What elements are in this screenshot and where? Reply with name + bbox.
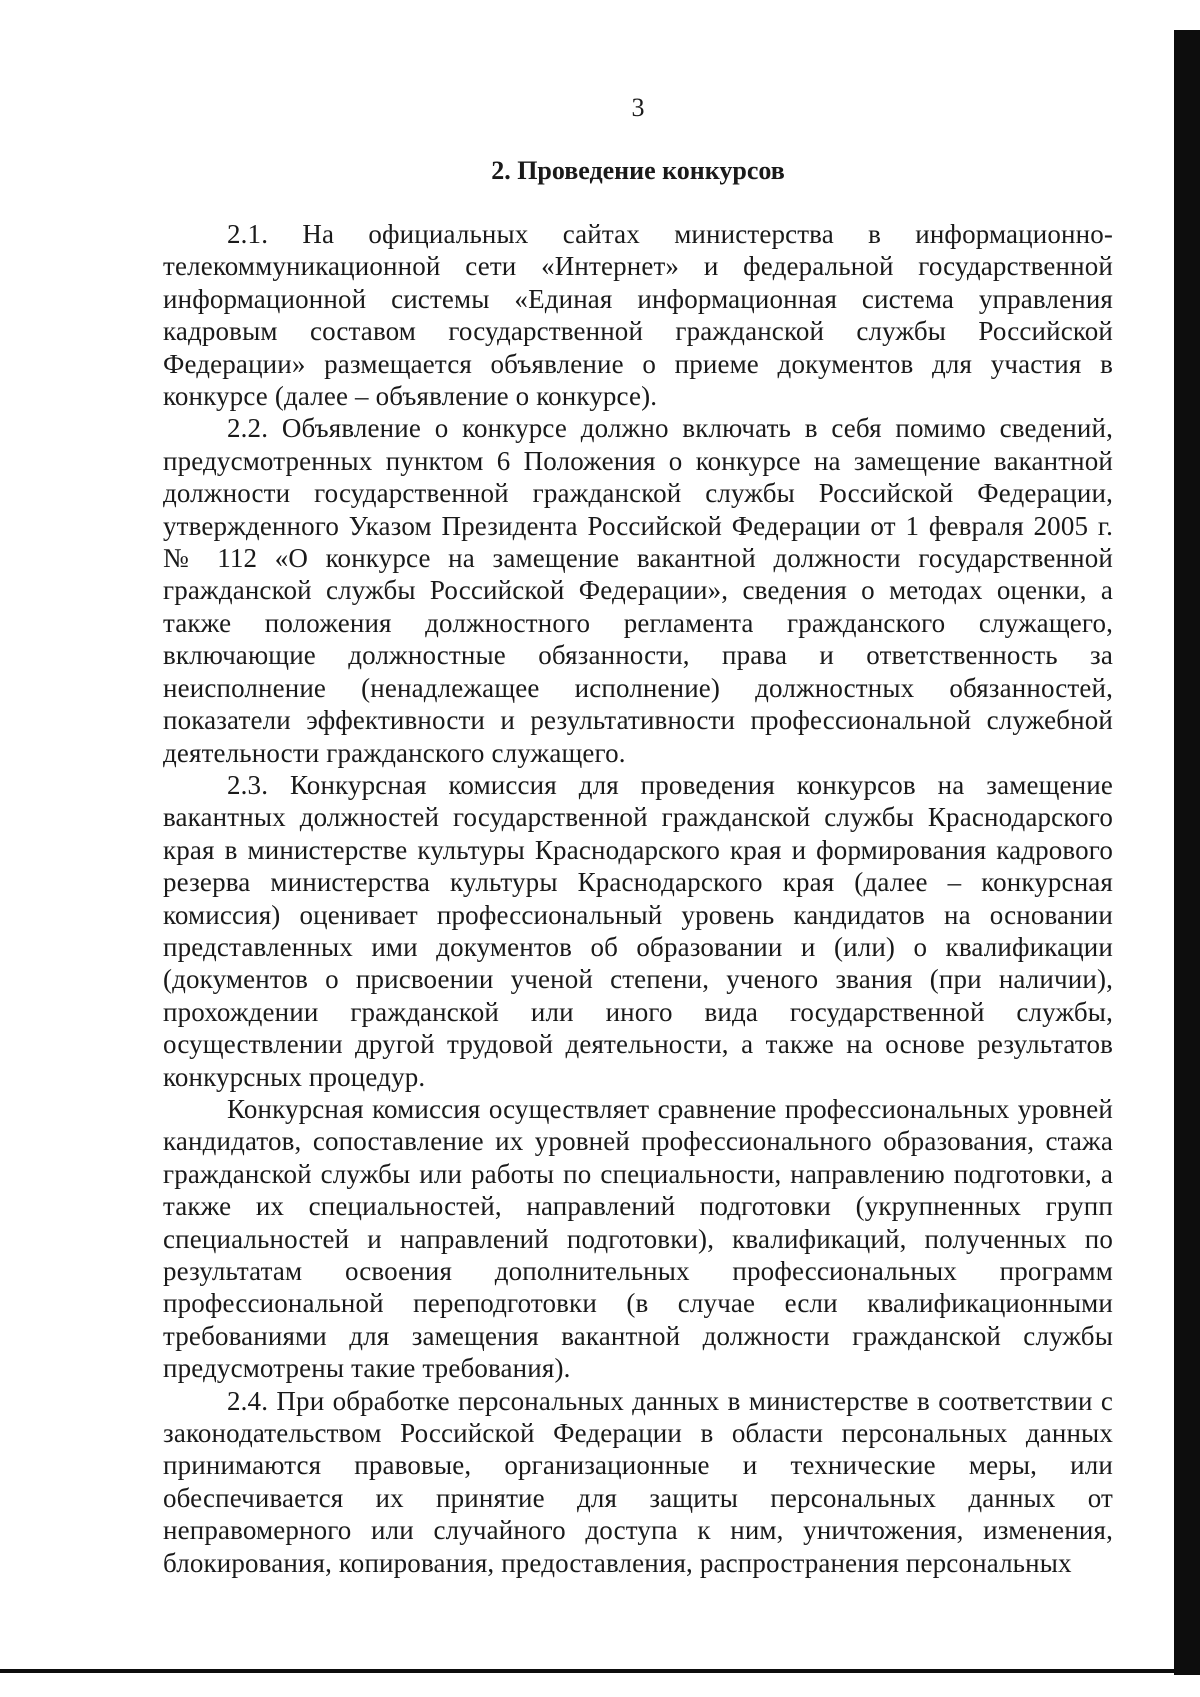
- section-title: 2. Проведение конкурсов: [491, 156, 785, 185]
- scan-edge-right: [1174, 30, 1200, 1675]
- paragraph-2-3-continued: Конкурсная комиссия осуществляет сравнение профессиональных уровней кандидатов, сопоставление их уровней профессионального образования, стажа гражданской службы или работы по специальности, направлению подготовки, а также их специальностей, направлений подготовки (укрупненных групп специальностей и направлений подготовки), квалификаций, полученных по результатам освоения дополнительных профессиональных программ профессиональной переподготовки (в случае если квалификационными требованиями для замещения вакантной должности гражданской службы предусмотрены такие требования).: [163, 1093, 1113, 1384]
- paragraph-2-1: 2.1. На официальных сайтах министерства в информационно-телекоммуникационной сети «Интернет» и федеральной государственной информационной системы «Единая информационная система управления кадровым составом государственной гражданской службы Российской Федерации» размещается объявление о приеме документов для участия в конкурсе (далее – объявление о конкурсе).: [163, 219, 1113, 412]
- document-page: [163, 90, 1113, 1579]
- scan-edge-bottom: [0, 1669, 1200, 1673]
- paragraph-2-3: 2.3. Конкурсная комиссия для проведения конкурсов на замещение вакантных должностей государственной гражданской службы Краснодарского края в министерстве культуры Краснодарского края и формирования кадрового резерва министерства культуры Краснодарского края (далее – конкурсная комиссия) оценивает профессиональный уровень кандидатов на основании представленных ими документов об образовании и (или) о квалификации (документов о присвоении ученой степени, ученого звания (при наличии), прохождении гражданской или иного вида государственной службы, осуществлении другой трудовой деятельности, а также на основе результатов конкурсных процедур.: [163, 769, 1113, 1092]
- page-number: 3: [631, 93, 645, 122]
- paragraph-2-2: 2.2. Объявление о конкурсе должно включать в себя помимо сведений, предусмотренных пунктом 6 Положения о конкурсе на замещение вакантной должности государственной гражданской службы Российской Федерации, утвержденного Указом Президента Российской Федерации от 1 февраля 2005 г. № 112 «О конкурсе на замещение вакантной должности государственной гражданской службы Российской Федерации», сведения о методах оценки, а также положения должностного регламента гражданского служащего, включающие должностные обязанности, права и ответственность за неисполнение (ненадлежащее исполнение) должностных обязанностей, показатели эффективности и результативности профессиональной служебной деятельности гражданского служащего.: [163, 413, 1113, 768]
- paragraph-2-4: 2.4. При обработке персональных данных в министерстве в соответствии с законодательством Российской Федерации в области персональных данных принимаются правовые, организационные и технические меры, или обеспечивается их принятие для защиты персональных данных от неправомерного или случайного доступа к ним, уничтожения, изменения, блокирования, копирования, предоставления, распространения персональных: [163, 1385, 1113, 1578]
